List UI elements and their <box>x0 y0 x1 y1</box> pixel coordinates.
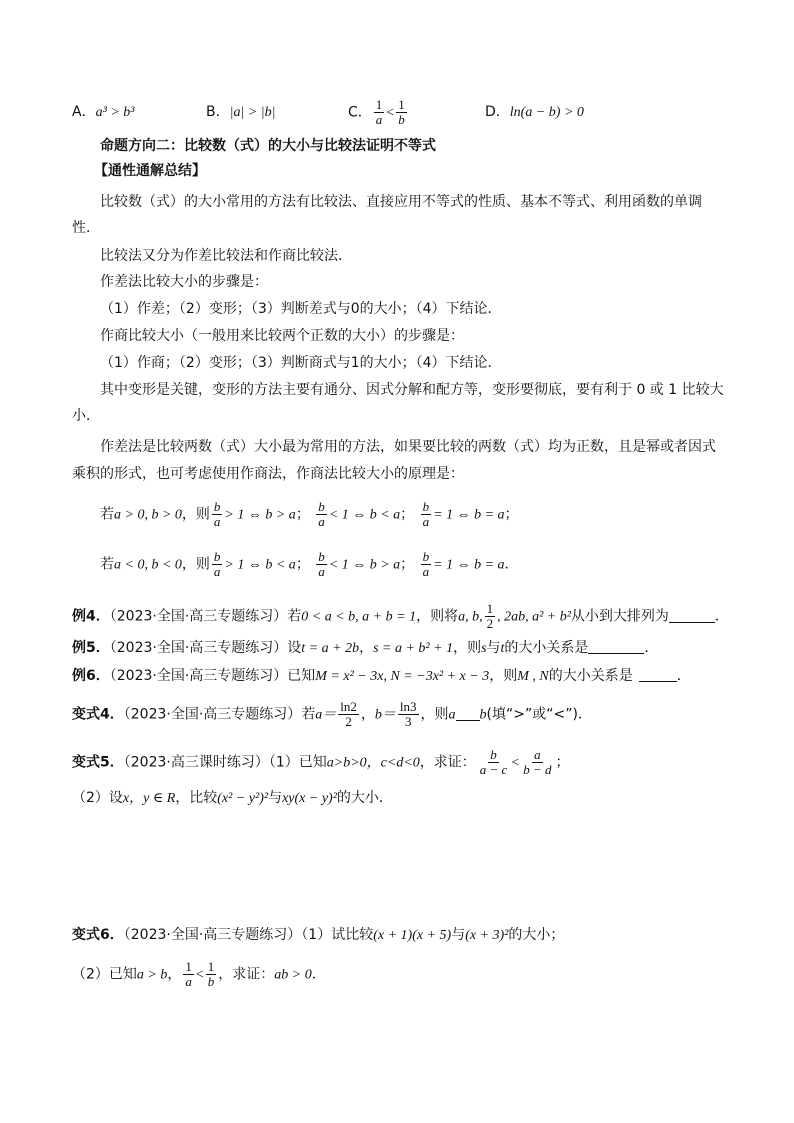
answer-blank[interactable] <box>639 667 677 682</box>
fraction-one-over-a: $\frac{1}{a}$ <box>185 959 192 989</box>
paragraph-3: 作差法比较大小的步骤是： <box>100 274 268 290</box>
fraction-b-over-a: $\frac{b}{a}$ <box>318 499 325 529</box>
paragraph-7b: 小． <box>72 408 100 424</box>
section-heading: 命题方向二：比较数（式）的大小与比较法证明不等式 <box>100 138 436 154</box>
fraction-b-over-a: $\frac{b}{a}$ <box>422 499 430 529</box>
paragraph-5: 作商比较大小（一般用来比较两个正数的大小）的步骤是： <box>100 328 464 344</box>
paragraph-8b: 乘积的形式，也可考虑使用作商法，作商法比较大小的原理是： <box>72 466 464 482</box>
variant-5-part-1: 变式5．（2023·高三课时练习）（1）已知a>b>0，c<d<0，求证： $\frac{b}{a - c}$ < $\frac{a}{b - d}$ ； <box>72 747 570 777</box>
example-6: 例6．（2023·全国·高三专题练习）已知M = x² − 3x, N = −3x² + x − 3，则M , N的大小关系是 ． <box>72 668 691 684</box>
summary-title: 【通性通解总结】 <box>94 163 206 179</box>
option-b-label: B． <box>206 104 230 120</box>
rule-negative: 若a < 0, b < 0，则 $\frac{b}{a}$ > 1 ⇔ b < a； $\frac{b}{a}$ < 1 ⇔ b > a； $\frac{b}{a}$ = 1 ⇔ b = a． <box>100 549 519 579</box>
fraction-one-over-b: $\frac{1}{b}$ <box>207 959 215 989</box>
variant-5-part-2: （2）设x，y ∈ R，比较(x² − y²)²与xy(x − y)²的大小． <box>72 790 393 806</box>
paragraph-8a: 作差法是比较两数（式）大小最为常用的方法，如果要比较的两数（式）均为正数，且是幂或者因式 <box>100 439 716 455</box>
variant-6-part-2: （2）已知a > b， $\frac{1}{a}$ < $\frac{1}{b}$ ，求证：ab > 0． <box>72 959 326 989</box>
option-b <box>206 102 275 123</box>
option-d-expr: ln(a − b) > 0 <box>509 105 584 120</box>
option-c-label: C． <box>348 104 372 121</box>
option-c-fraction-right: $\frac{1}{b}$ <box>398 97 405 127</box>
paragraph-2: 比较法又分为作差比较法和作商比较法． <box>100 248 352 264</box>
answer-blank[interactable] <box>456 706 480 721</box>
fraction-ln2-over-2: $\frac{\ln 2}{2}$ <box>340 699 357 729</box>
fraction-b-over-a: $\frac{b}{a}$ <box>213 499 221 529</box>
option-b-expr: |a| > |b| <box>229 105 276 120</box>
variant-6-part-1: 变式6．（2023·全国·高三专题练习）（1）试比较(x + 1)(x + 5)与(x + 3)²的大小； <box>72 927 565 943</box>
answer-blank[interactable] <box>588 639 644 654</box>
fraction-b-over-a: $\frac{b}{a}$ <box>213 549 221 579</box>
fraction-one-half: $\frac{1}{2}$ <box>486 601 494 631</box>
example-5: 例5．（2023·全国·高三专题练习）设t = a + 2b，s = a + b² + 1，则s与t的大小关系是 ． <box>72 640 659 656</box>
paragraph-1b: 性． <box>72 220 100 236</box>
fraction-a-over-b-minus-d: $\frac{a}{b - d}$ <box>523 747 552 777</box>
fraction-ln3-over-3: $\frac{\ln 3}{3}$ <box>399 699 417 729</box>
option-c-relation: < <box>386 105 395 121</box>
rule-positive: 若a > 0, b > 0，则 $\frac{b}{a}$ > 1 ⇔ b > a； $\frac{b}{a}$ < 1 ⇔ b < a； $\frac{b}{a}$ = 1 ⇔ b = a； <box>100 499 519 529</box>
example-4: 例4．（2023·全国·高三专题练习）若0 < a < b, a + b = 1，则将a, b, $\frac{1}{2}$ , 2ab, a² + b²从小到大排列为 ． <box>72 601 729 631</box>
paragraph-6: （1）作商；（2）变形；（3）判断商式与1的大小；（4）下结论． <box>100 355 502 371</box>
option-c <box>348 98 409 127</box>
option-a <box>72 102 134 123</box>
paragraph-1a: 比较数（式）的大小常用的方法有比较法、直接应用不等式的性质、基本不等式、利用函数的单调 <box>100 194 702 210</box>
option-d <box>485 102 584 123</box>
paragraph-4: （1）作差；（2）变形；（3）判断差式与0的大小；（4）下结论． <box>100 301 502 317</box>
fraction-b-over-a-minus-c: $\frac{b}{a - c}$ <box>479 747 508 777</box>
fraction-b-over-a: $\frac{b}{a}$ <box>318 549 325 579</box>
option-d-label: D． <box>485 104 510 120</box>
option-a-expr: a³ > b³ <box>95 105 135 120</box>
paragraph-7a: 其中变形是关键，变形的方法主要有通分、因式分解和配方等，变形要彻底，要有利于 0 或 1 比较大 <box>100 382 724 398</box>
fraction-b-over-a: $\frac{b}{a}$ <box>422 549 430 579</box>
variant-4: 变式4．（2023·全国·高三专题练习）若a＝ $\frac{\ln 2}{2}$ ，b＝ $\frac{\ln 3}{3}$ ，则a b(填“>”或“<”)． <box>72 699 592 729</box>
option-c-fraction-left: $\frac{1}{a}$ <box>375 97 383 127</box>
answer-blank[interactable] <box>669 608 715 623</box>
option-a-label: A． <box>72 104 96 120</box>
